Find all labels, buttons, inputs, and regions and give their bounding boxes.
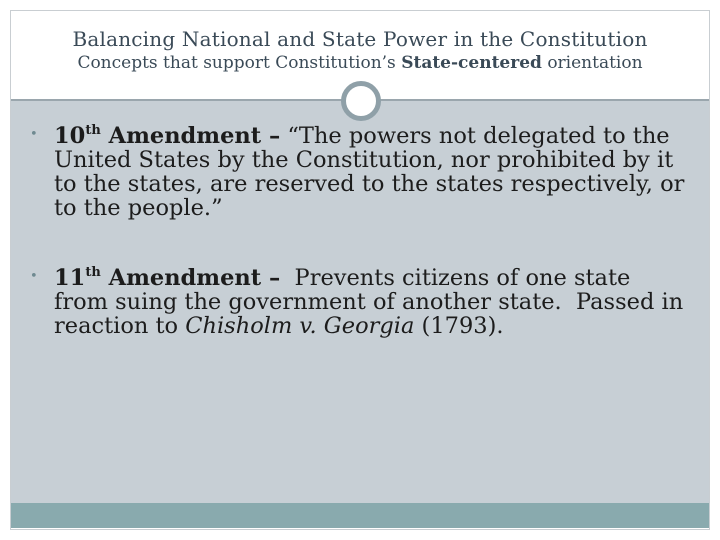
bullet-lead bbox=[54, 265, 280, 291]
subtitle-emphasis: State-centered bbox=[401, 53, 542, 73]
case-name: Chisholm v. Georgia bbox=[185, 313, 415, 340]
bullet-body-pre: Prevents citizens of one state from suing the government of another state. Passed in reaction to bbox=[54, 265, 691, 340]
subtitle-text-pre: Concepts that support Constitution’s bbox=[77, 53, 402, 73]
bullet-body: “The powers not delegated to the United States by the Constitution, nor prohibited by it to the states, are reserved to the states respectively, or to the people.” bbox=[54, 123, 685, 222]
lead-label: Amendment – bbox=[100, 123, 281, 149]
bullet-marker-icon: • bbox=[30, 269, 38, 284]
bullet-text bbox=[30, 266, 690, 338]
bullet-10th-amendment bbox=[30, 124, 690, 220]
lead-ordinal: th bbox=[85, 265, 101, 280]
lead-label: Amendment – bbox=[100, 265, 281, 291]
bullet-marker-icon: • bbox=[30, 127, 38, 142]
subtitle-text-post: orientation bbox=[541, 53, 643, 73]
slide-title: Balancing National and State Power in the Constitution bbox=[72, 27, 648, 51]
bullet-body-post: (1793). bbox=[414, 313, 504, 340]
footer-band bbox=[11, 503, 709, 528]
bullet-text bbox=[30, 124, 690, 220]
divider-circle-ornament bbox=[341, 81, 381, 121]
slide-subtitle bbox=[11, 53, 709, 73]
lead-ordinal: th bbox=[85, 123, 101, 138]
bullet-lead bbox=[54, 123, 280, 149]
lead-number: 10 bbox=[54, 123, 86, 149]
lead-number: 11 bbox=[54, 265, 86, 291]
bullet-11th-amendment bbox=[30, 266, 690, 338]
